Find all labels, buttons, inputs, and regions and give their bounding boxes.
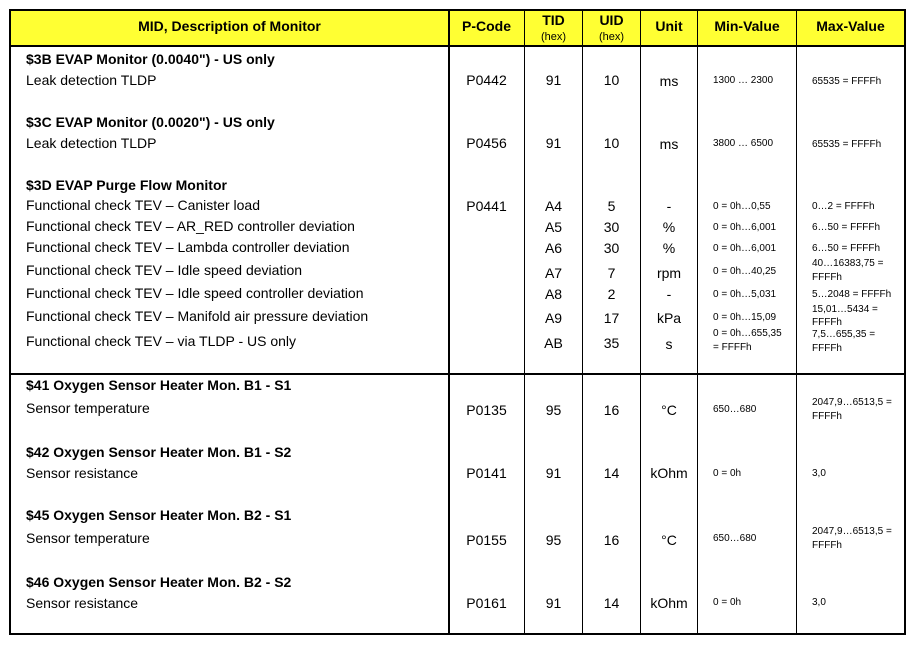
row-uid: 35	[603, 335, 620, 351]
row-tid: 91	[545, 595, 562, 611]
group-title: $3C EVAP Monitor (0.0020") - US only	[26, 114, 275, 130]
row-min-value: 1300 … 2300	[713, 75, 774, 86]
group-title: $3B EVAP Monitor (0.0040") - US only	[26, 51, 275, 67]
row-tid: AB	[544, 335, 563, 351]
group-title: $46 Oxygen Sensor Heater Mon. B2 - S2	[26, 574, 292, 590]
row-unit: -	[666, 286, 672, 302]
row-pcode: P0442	[466, 72, 507, 88]
row-min-value: 0 = 0h…6,001	[713, 222, 777, 233]
row-unit: %	[662, 240, 676, 256]
row-unit: kPa	[656, 310, 682, 326]
row-tid: 91	[545, 135, 562, 151]
header-mid: MID, Description of Monitor	[138, 18, 321, 34]
header-tid-sub: (hex)	[540, 31, 567, 43]
row-pcode: P0135	[466, 402, 507, 418]
row-tid: A6	[544, 240, 563, 256]
row-unit: ms	[659, 136, 679, 152]
row-max-value: 7,5…655,35 =	[812, 329, 876, 340]
row-min-value: 650…680	[713, 404, 757, 415]
row-unit: °C	[661, 532, 677, 548]
row-description: Functional check TEV – Canister load	[26, 197, 260, 213]
row-unit: rpm	[656, 265, 682, 281]
row-uid: 16	[603, 532, 620, 548]
row-uid: 7	[607, 265, 616, 281]
row-description: Sensor temperature	[26, 400, 150, 416]
row-description: Functional check TEV – Manifold air pressure deviation	[26, 308, 369, 324]
row-unit: kOhm	[650, 595, 688, 611]
group-title: $41 Oxygen Sensor Heater Mon. B1 - S1	[26, 377, 292, 393]
row-min-value: 0 = 0h	[713, 597, 742, 608]
row-uid: 17	[603, 310, 620, 326]
row-min-value: 0 = 0h…0,55	[713, 201, 771, 212]
row-tid: 95	[545, 532, 562, 548]
row-max-value-cont: FFFFh	[812, 343, 842, 354]
group-title: $45 Oxygen Sensor Heater Mon. B2 - S1	[26, 507, 292, 523]
row-max-value: 15,01…5434 =	[812, 304, 878, 315]
row-max-value: 5…2048 = FFFFh	[812, 289, 892, 300]
row-unit: kOhm	[650, 465, 688, 481]
header-unit: Unit	[655, 18, 683, 34]
row-tid: A5	[544, 219, 563, 235]
header-tid: TID	[542, 12, 565, 28]
row-uid: 10	[603, 72, 620, 88]
row-description: Sensor temperature	[26, 530, 150, 546]
row-pcode: P0456	[466, 135, 507, 151]
row-unit: %	[662, 219, 676, 235]
row-max-value: 40…16383,75 =	[812, 258, 884, 269]
row-tid: A7	[544, 265, 563, 281]
row-tid: A9	[544, 310, 563, 326]
row-pcode: P0155	[466, 532, 507, 548]
row-uid: 2	[607, 286, 616, 302]
row-max-value: 65535 = FFFFh	[812, 139, 882, 150]
row-uid: 30	[603, 219, 620, 235]
row-min-value-cont: = FFFFh	[713, 342, 752, 353]
header-uid-sub: (hex)	[598, 31, 625, 43]
column-divider	[796, 9, 797, 635]
row-unit: ms	[659, 73, 679, 89]
row-uid: 30	[603, 240, 620, 256]
row-unit: s	[665, 336, 673, 352]
row-uid: 5	[607, 198, 616, 214]
row-unit: -	[666, 198, 672, 214]
row-max-value: 65535 = FFFFh	[812, 76, 882, 87]
row-max-value-cont: FFFFh	[812, 317, 842, 328]
row-max-value: 0…2 = FFFFh	[812, 201, 875, 212]
section-divider	[9, 373, 906, 375]
row-pcode: P0161	[466, 595, 507, 611]
row-tid: 91	[545, 465, 562, 481]
row-description: Functional check TEV – Idle speed controller deviation	[26, 285, 364, 301]
row-description: Leak detection TLDP	[26, 135, 157, 151]
group-title: $3D EVAP Purge Flow Monitor	[26, 177, 227, 193]
header-max: Max-Value	[816, 18, 885, 34]
row-max-value: 3,0	[812, 597, 826, 608]
row-max-value: 6…50 = FFFFh	[812, 243, 881, 254]
row-min-value: 3800 … 6500	[713, 138, 774, 149]
row-tid: 95	[545, 402, 562, 418]
row-max-value: 2047,9…6513,5 =	[812, 397, 892, 408]
row-tid: A4	[544, 198, 563, 214]
row-description: Sensor resistance	[26, 465, 139, 481]
row-description: Leak detection TLDP	[26, 72, 157, 88]
row-uid: 14	[603, 595, 620, 611]
row-max-value: 3,0	[812, 468, 826, 479]
row-max-value-cont: FFFFh	[812, 540, 842, 551]
row-uid: 16	[603, 402, 620, 418]
row-description: Functional check TEV – AR_RED controller deviation	[26, 218, 355, 234]
header-pcode: P-Code	[462, 18, 511, 34]
row-max-value: 6…50 = FFFFh	[812, 222, 881, 233]
row-max-value-cont: FFFFh	[812, 411, 842, 422]
row-max-value-cont: FFFFh	[812, 272, 842, 283]
row-description: Sensor resistance	[26, 595, 139, 611]
row-description: Functional check TEV – via TLDP - US only	[26, 333, 297, 349]
row-min-value: 0 = 0h…6,001	[713, 243, 777, 254]
row-uid: 10	[603, 135, 620, 151]
row-unit: °C	[661, 402, 677, 418]
row-min-value: 0 = 0h…15,09	[713, 312, 777, 323]
row-description: Functional check TEV – Lambda controller deviation	[26, 239, 350, 255]
row-min-value: 650…680	[713, 533, 757, 544]
row-min-value: 0 = 0h…655,35	[713, 328, 782, 339]
row-min-value: 0 = 0h…5,031	[713, 289, 777, 300]
row-uid: 14	[603, 465, 620, 481]
row-pcode: P0141	[466, 465, 507, 481]
column-divider	[697, 9, 698, 635]
row-max-value: 2047,9…6513,5 =	[812, 526, 892, 537]
row-min-value: 0 = 0h	[713, 468, 742, 479]
header-uid: UID	[599, 12, 624, 28]
group-title: $42 Oxygen Sensor Heater Mon. B1 - S2	[26, 444, 292, 460]
row-pcode: P0441	[466, 198, 507, 214]
row-tid: 91	[545, 72, 562, 88]
row-description: Functional check TEV – Idle speed deviation	[26, 262, 303, 278]
row-min-value: 0 = 0h…40,25	[713, 266, 777, 277]
header-min: Min-Value	[714, 18, 780, 34]
row-tid: A8	[544, 286, 563, 302]
